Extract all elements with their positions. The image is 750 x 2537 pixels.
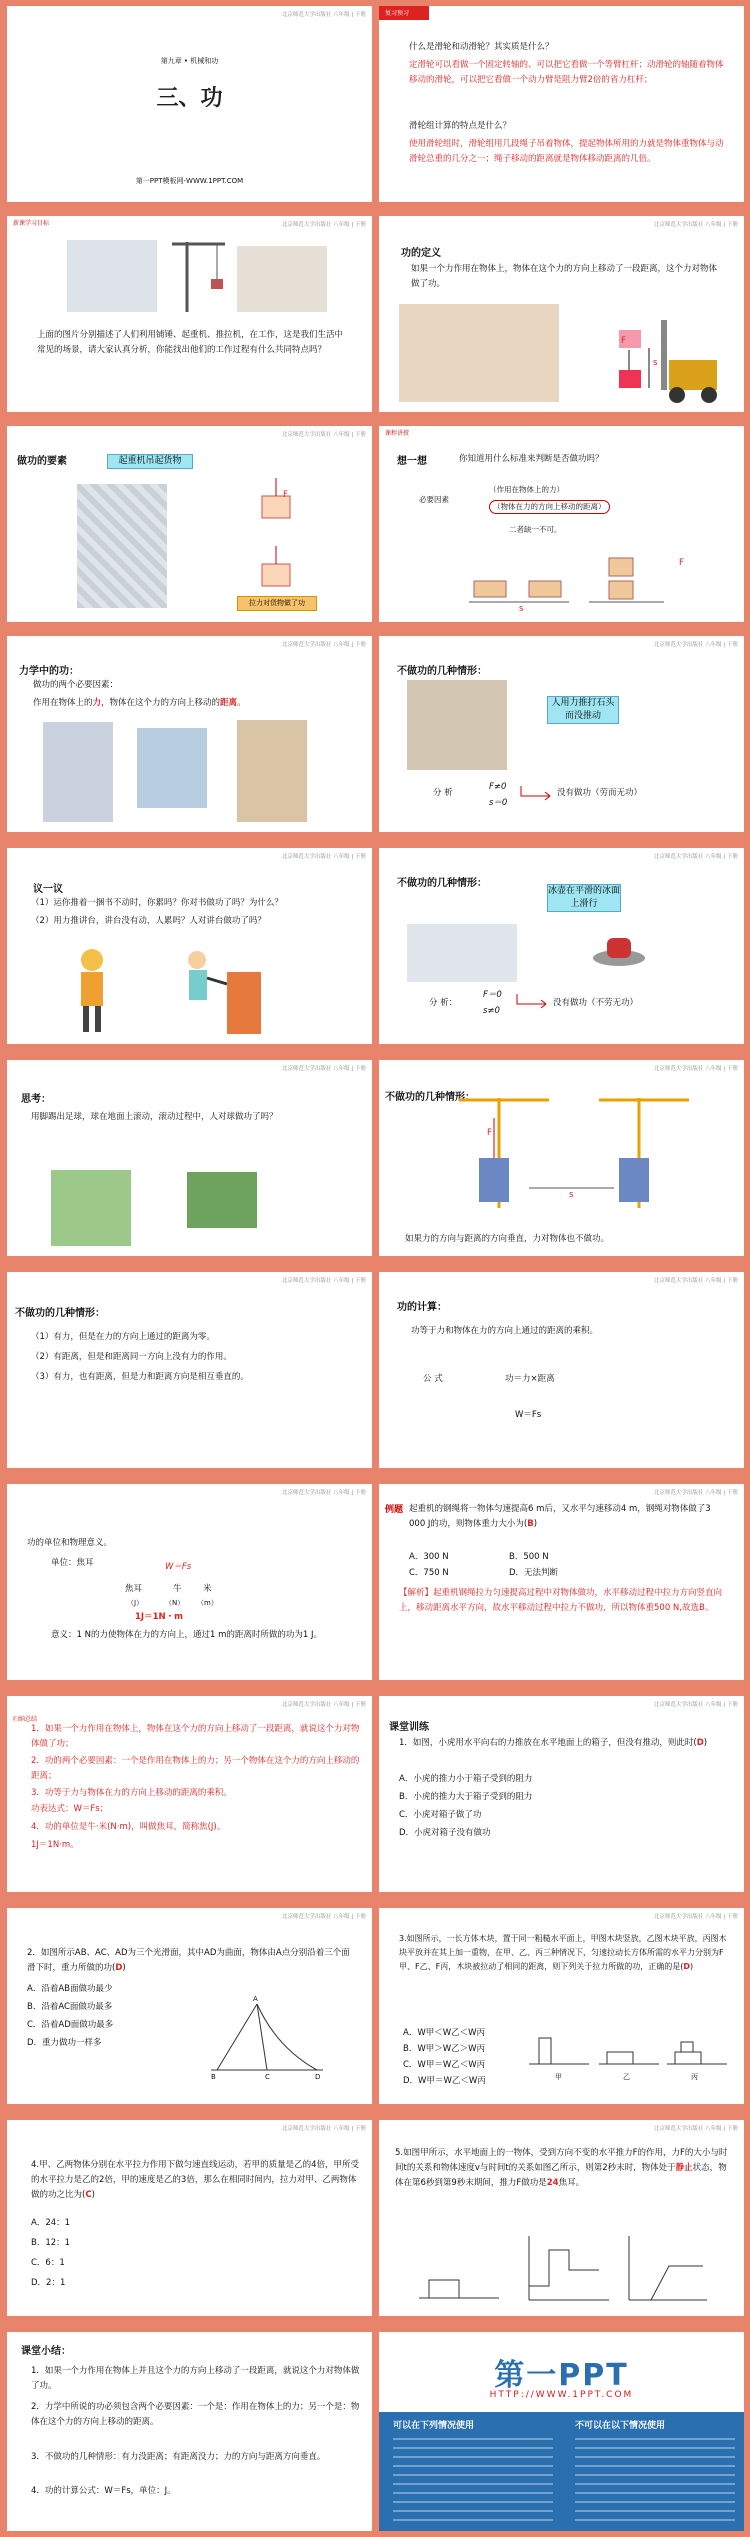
slide-title: 课堂训练 <box>389 1722 429 1733</box>
explanation-text: 【解析】起重机钢绳拉力匀速提高过程中对物体做功，水平移动过程中拉力方向竖直向上，移动距离水平方向，故水平移动过程中拉力不做功，所以物体重500 N,故选B。 <box>399 1588 723 1613</box>
factor-1: （作用在物体上的力） <box>489 485 564 494</box>
case-1: （1）有力，但是在力的方向上通过的距离为零。 <box>31 1332 215 1342</box>
label-bing: 丙 <box>691 2073 698 2081</box>
formula-2: s＝0 <box>489 798 508 808</box>
option-d: D．小虎对箱子没有做功 <box>399 1828 491 1838</box>
scenario-box: 冰壶在平滑的冰面上滑行 <box>547 884 621 912</box>
slide-16 <box>379 1484 744 1680</box>
slide-10 <box>379 848 744 1044</box>
result-text: 没有做功（不劳无功） <box>553 998 639 1008</box>
question-2: 滑轮组计算的特点是什么？ <box>409 121 512 131</box>
slide-header: 北京师范大学出版社 八年级 | 下册 <box>281 642 366 648</box>
tractor-image <box>237 246 327 312</box>
conclusion-text: 如果力的方向与距离的方向垂直，力对物体也不做功。 <box>405 1234 610 1244</box>
force-label: F <box>487 1128 492 1138</box>
intro-text: 上面的图片分别描述了人们利用铺锤、起重机、推拉机，在工作，这是我们生活中常见的场景，请大家认真分析，你能找出他们的工作过程有什么共同特点吗？ <box>37 330 344 355</box>
slide-header: 北京师范大学出版社 八年级 | 下册 <box>281 1702 366 1708</box>
tag-label: 课程讲授 <box>385 430 410 437</box>
forklift-diagram <box>599 300 729 405</box>
analysis-label: 分 析： <box>429 998 458 1008</box>
unit-meter: 米 <box>203 1584 212 1594</box>
question-text: 2．如图所示AB、AC、AD为三个光滑面，其中AD为曲面，物体由A点分别沿着三个面滑下时，重力所做的功(D) <box>27 1948 350 1973</box>
slide-header: 北京师范大学出版社 八年级 | 下册 <box>281 2126 366 2132</box>
arrow-icon <box>515 992 549 1016</box>
summary-2: 2．力学中所说的功必须包含两个必要因素：一个是：作用在物体上的力；另一个是：物体在这个力的方向上移动的距离。 <box>31 2402 360 2427</box>
forklift-image <box>399 304 559 402</box>
option-c: C．750 N <box>409 1568 449 1578</box>
slide-15 <box>7 1484 372 1680</box>
analysis-label: 分 析 <box>433 788 453 798</box>
option-d: D．2：1 <box>31 2278 66 2288</box>
tag-label: 新课学习目标 <box>13 220 50 227</box>
slide-22 <box>379 2120 744 2316</box>
option-c: C．W甲＝W乙＜W丙 <box>403 2060 486 2070</box>
factors-heading: 做功的两个必要因素： <box>33 680 119 690</box>
climber-photo <box>237 720 307 822</box>
hammer-image <box>67 240 157 312</box>
answer-2: 使用滑轮组时，滑轮组用几段绳子吊着物体，提起物体所用的力就是物体重物体与动滑轮总重的几分之一；绳子移动的距离就是物体移动距离的几倍。 <box>409 139 724 164</box>
crane-icon <box>167 234 227 314</box>
distance-label: s <box>519 604 524 614</box>
unit-equation: 1J＝1N・m <box>135 1612 183 1622</box>
option-c: C．小虎对箱子做了功 <box>399 1810 482 1820</box>
option-a: A．小虎的推力小于箱子受到的阻力 <box>399 1774 533 1784</box>
tag-label: 例题 <box>385 1505 404 1515</box>
question-1: （1）运你推着一捆书不动时，你累吗？你对书做功了吗？为什么？ <box>31 898 283 908</box>
slide-7 <box>7 636 372 832</box>
slide-6 <box>379 426 744 622</box>
slide-header: 北京师范大学出版社 八年级 | 下册 <box>653 222 738 228</box>
slide-23 <box>7 2332 372 2531</box>
brand-logo: 第一PPT <box>494 2358 629 2393</box>
option-a: A．沿着AB面做功最少 <box>27 1984 113 1994</box>
slide-header: 北京师范大学出版社 八年级 | 下册 <box>281 12 366 18</box>
question-text: 3.如图所示，一长方体木块，置于同一粗糙水平面上，甲图木块竖放，乙图木块平放，丙图木块平放并在其上加一重物，在甲、乙、丙三种情况下，匀速拉动长方体所需的水平力分别为F甲、F乙、F丙，木块被拉动了相同的距离，则下列关于拉力所做的功，正确的是(D) <box>399 1934 727 1971</box>
slide-header: 北京师范大学出版社 八年级 | 下册 <box>653 2126 738 2132</box>
slide-title: 不做功的几种情形： <box>397 666 487 677</box>
point-d: D <box>315 2073 321 2081</box>
option-c: C．沿着AD面做功最多 <box>27 2020 114 2030</box>
slide-title: 不做功的几种情形： <box>397 878 487 889</box>
crane-label-box: 起重机吊起货物 <box>107 454 193 469</box>
slide-title: 思考： <box>21 1094 51 1105</box>
cannot-use-heading: 不可以在以下情况使用 <box>575 2421 666 2431</box>
summary-2: 2．功的两个必要因素：一个是作用在物体上的力；另一个物体在这个力的方向上移动的距离； <box>31 1756 360 1781</box>
slide-title: 三、功 <box>156 86 223 111</box>
formula: W＝Fs <box>165 1562 192 1572</box>
brand-url: HTTP://WWW.1PPT.COM <box>489 2390 634 2400</box>
incline-diagram <box>207 1998 327 2078</box>
slide-header: 北京师范大学出版社 八年级 | 下册 <box>653 642 738 648</box>
factor-3: 二者缺一不可。 <box>509 525 562 534</box>
slide-title: 力学中的功： <box>19 666 79 677</box>
option-b: B．500 N <box>509 1552 549 1562</box>
option-d: D．重力做功一样多 <box>27 2038 102 2048</box>
unit-heading: 功的单位和物理意义。 <box>27 1538 113 1548</box>
unit-meaning: 意义：1 N的力使物体在力的方向上，通过1 m的距离时所做的功为1 J。 <box>51 1630 322 1640</box>
slide-3 <box>7 216 372 412</box>
slide-header: 北京师范大学出版社 八年级 | 下册 <box>281 1066 366 1072</box>
slide-20 <box>379 1908 744 2104</box>
summary-3b: 功表达式：W＝Fs； <box>31 1804 109 1814</box>
slide-13 <box>7 1272 372 1468</box>
unit-label: 单位：焦耳 <box>51 1558 94 1568</box>
slide-title: 议一议 <box>33 884 63 895</box>
slide-18 <box>379 1696 744 1892</box>
can-use-heading: 可以在下列情况使用 <box>393 2421 475 2431</box>
option-a: A．24：1 <box>31 2218 71 2228</box>
slide-12 <box>379 1060 744 1256</box>
formula-2: s≠0 <box>483 1006 500 1016</box>
rock-push-photo <box>407 680 507 770</box>
case-2: （2）有距离，但是和距离同一方向上没有力的作用。 <box>31 1352 232 1362</box>
point-c: C <box>265 2073 270 2081</box>
unit-joule: 焦耳 <box>125 1584 143 1594</box>
question-text: 5.如图甲所示，水平地面上的一物体，受到方向不变的水平推力F的作用，力F的大小与时间t的关系和物体速度v与时间t的关系如图乙所示，则第2秒末时，物体处于静止状态，物体在第6秒到第9秒末期间，推力F做功是24焦耳。 <box>395 2148 728 2188</box>
curling-photo <box>407 924 517 982</box>
factor-label: 必要因素 <box>419 495 449 504</box>
slide-9 <box>7 848 372 1044</box>
crane-photo <box>77 484 167 608</box>
soccer-ball-photo <box>187 1172 257 1228</box>
question-text: 用脚踢出足球，球在地面上滚动，滚动过程中，人对球做功了吗？ <box>31 1112 278 1122</box>
slide-title: 课堂小结： <box>21 2346 71 2357</box>
slide-1 <box>7 6 372 202</box>
formula-1: F＝0 <box>483 990 502 1000</box>
unit-newton-symbol: （N） <box>165 1599 185 1607</box>
option-b: B．W甲＞W乙＞W丙 <box>403 2044 486 2054</box>
slide-8 <box>379 636 744 832</box>
option-d: D．无法判断 <box>509 1568 559 1578</box>
summary-1: 1．如果一个力作用在物体上并且这个力的方向上移动了一段距离，就说这个力对物体做了功。 <box>31 2366 360 2391</box>
result-text: 没有做功（劳而无功） <box>557 788 643 798</box>
slide-header: 北京师范大学出版社 八年级 | 下册 <box>653 1490 738 1496</box>
case-3: （3）有力，也有距离，但是力和距离方向是相互垂直的。 <box>31 1372 249 1382</box>
factor-2: （物体在力的方向上移动的距离） <box>489 500 610 514</box>
option-b: B．小虎的推力大于箱子受到的阻力 <box>399 1792 533 1802</box>
distance-label: s <box>653 358 658 368</box>
factors-line: 作用在物体上的力，物体在这个力的方向上移动的距离。 <box>33 698 246 708</box>
unit-newton: 牛 <box>173 1584 182 1594</box>
slide-2 <box>379 6 744 202</box>
label-yi: 乙 <box>623 2073 630 2081</box>
slide-19 <box>7 1908 372 2104</box>
option-d: D．W甲＝W乙＜W丙 <box>403 2076 486 2086</box>
summary-4: 4．功的单位是牛·米(N·m)，叫做焦耳，简称焦(J)。 <box>31 1822 226 1832</box>
chapter-label: 第九章 • 机械和功 <box>160 57 219 65</box>
force-time-graphs <box>419 2230 709 2310</box>
slide-4 <box>379 216 744 412</box>
slide-header: 北京师范大学出版社 八年级 | 下册 <box>653 1702 738 1708</box>
slide-header: 北京师范大学出版社 八年级 | 下册 <box>281 222 366 228</box>
formula-words: 功＝力×距离 <box>505 1374 555 1384</box>
wave-photo <box>137 728 207 808</box>
option-a: A．W甲＜W乙＜W丙 <box>403 2028 486 2038</box>
formula-label: 公 式 <box>423 1374 443 1384</box>
weightlifter-photo <box>43 722 113 822</box>
summary-4: 4．功的计算公式：W＝Fs，单位：J。 <box>31 2486 176 2496</box>
site-label: 第一PPT模板网-WWW.1PPT.COM <box>135 177 244 185</box>
question-text: 1．如图，小虎用水平向右的力推放在水平地面上的箱子，但没有推动，则此时(D) <box>399 1738 708 1748</box>
question-text: 你知道用什么标准来判断是否做功吗？ <box>459 454 604 464</box>
pusher-figure <box>177 948 267 1038</box>
slide-11 <box>7 1060 372 1256</box>
arrow-icon <box>519 784 553 808</box>
slide-header: 北京师范大学出版社 八年级 | 下册 <box>281 1278 366 1284</box>
summary-3: 3．不做功的几种情形：有力没距离；有距离没力；力的方向与距离方向垂直。 <box>31 2452 326 2462</box>
slide-title: 做功的要素 <box>17 456 67 467</box>
slide-title: 功的定义 <box>401 248 441 259</box>
license-panel <box>379 2412 744 2531</box>
slide-header: 北京师范大学出版社 八年级 | 下册 <box>653 1066 738 1072</box>
slide-17 <box>7 1696 372 1892</box>
option-a: A．300 N <box>409 1552 449 1562</box>
soccer-kick-photo <box>51 1170 131 1246</box>
slide-title: 想一想 <box>397 456 427 467</box>
cart-diagram <box>469 556 669 611</box>
formula-1: F≠0 <box>489 782 507 792</box>
slide-24 <box>379 2332 744 2531</box>
slide-14 <box>379 1272 744 1468</box>
formula-symbols: W＝Fs <box>515 1410 542 1420</box>
question-2: （2）用力推讲台，讲台没有动，人累吗？人对讲台做功了吗？ <box>31 916 266 926</box>
definition-text: 功等于力和物体在力的方向上通过的距离的乘积。 <box>411 1326 599 1336</box>
summary-3: 3．功等于力与物体在力的方向上移动的距离的乘积。 <box>31 1788 232 1798</box>
summary-1: 1．如果一个力作用在物体上，物体在这个力的方向上移动了一段距离，就说这个力对物体做了功； <box>31 1724 360 1749</box>
point-b: B <box>211 2073 216 2081</box>
slide-header: 北京师范大学出版社 八年级 | 下册 <box>653 854 738 860</box>
slide-header: 北京师范大学出版社 八年级 | 下册 <box>281 1914 366 1920</box>
slide-header: 北京师范大学出版社 八年级 | 下册 <box>281 854 366 860</box>
option-b: B．沿着AC面做功最多 <box>27 2002 113 2012</box>
tag-label: 归纳总结 <box>13 1716 38 1723</box>
label-jia: 甲 <box>555 2073 562 2081</box>
summary-4b: 1J＝1N·m。 <box>31 1840 79 1850</box>
caption-box: 拉力对货物做了功 <box>237 596 317 611</box>
slide-5 <box>7 426 372 622</box>
question-1: 什么是滑轮和动滑轮？其实质是什么？ <box>409 42 554 52</box>
unit-meter-symbol: （m） <box>197 1599 218 1607</box>
slide-header: 北京师范大学出版社 八年级 | 下册 <box>653 1278 738 1284</box>
force-label: F <box>621 336 626 346</box>
option-c: C．6：1 <box>31 2258 65 2268</box>
student-figure <box>67 946 117 1038</box>
slide-title: 不做功的几种情形： <box>385 1092 475 1103</box>
slide-header: 北京师范大学出版社 八年级 | 下册 <box>281 1490 366 1496</box>
slide-21 <box>7 2120 372 2316</box>
point-a: A <box>253 1995 258 2003</box>
distance-label: s <box>569 1190 574 1200</box>
force-label: F <box>283 490 288 500</box>
curling-stone-icon <box>579 928 659 968</box>
slide-header: 北京师范大学出版社 八年级 | 下册 <box>281 432 366 438</box>
force-label: F <box>679 558 684 568</box>
license-links-right <box>575 2438 735 2522</box>
option-b: B．12：1 <box>31 2238 71 2248</box>
unit-joule-symbol: （J） <box>127 1599 144 1607</box>
question-text: 4.甲、乙两物体分别在水平拉力作用下做匀速直线运动，若甲的质量是乙的4倍，甲所受的水平拉力是乙的2倍，甲的速度是乙的3倍，那么在相同时间内，拉力对甲、乙两物体做的功之比为(C) <box>31 2160 360 2200</box>
question-text: 起重机的钢绳将一物体匀速提高6 m后，又水平匀速移动4 m，钢绳对物体做了3 000 J的功，则物体重力大小为(B) <box>409 1504 711 1529</box>
tag-label: 复习预习 <box>385 10 410 17</box>
slide-title: 功的计算： <box>397 1302 447 1313</box>
answer-1: 定滑轮可以看做一个固定转轴的、可以把它看做一个等臂杠杆；动滑轮的轴随着物体移动的滑轮，可以把它看做一个动力臂是阻力臂2倍的省力杠杆； <box>409 60 724 85</box>
crane-force-diagram <box>247 476 307 596</box>
scenario-box: 人用力推打石头而没推动 <box>547 696 619 724</box>
slide-header: 北京师范大学出版社 八年级 | 下册 <box>653 1914 738 1920</box>
definition-text: 如果一个力作用在物体上，物体在这个力的方向上移动了一段距离，这个力对物体做了功。 <box>411 264 718 289</box>
license-links-left <box>393 2438 553 2522</box>
slide-title: 不做功的几种情形： <box>15 1308 105 1319</box>
